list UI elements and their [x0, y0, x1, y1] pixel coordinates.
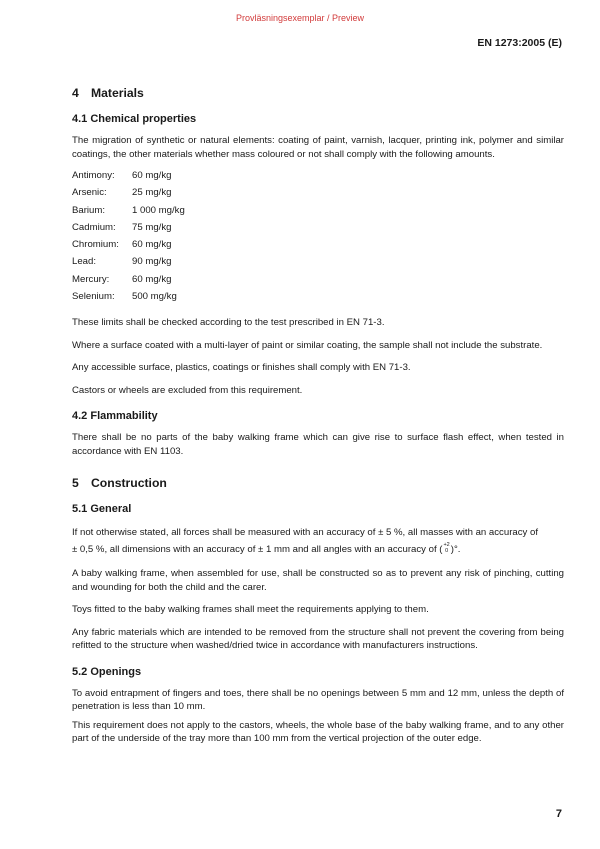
- preview-watermark: Provläsningsexemplar / Preview: [235, 13, 365, 23]
- element-limit-value: 75 mg/kg: [132, 221, 172, 233]
- element-limit-value: 500 mg/kg: [132, 291, 177, 303]
- element-name: Chromium:: [72, 239, 119, 251]
- element-name: Lead:: [72, 256, 97, 268]
- angle-tolerance: [443, 542, 449, 554]
- document-id: EN 1273:2005 (E): [477, 37, 562, 49]
- element-limit-value: 1 000 mg/kg: [132, 204, 185, 216]
- element-name: Antimony:: [72, 170, 115, 181]
- section-heading-materials: [72, 86, 564, 100]
- paragraph-accuracy: [72, 524, 564, 558]
- element-limit-row: [72, 170, 564, 187]
- tolerance-upper: +2: [443, 541, 450, 548]
- section-title: Construction: [91, 476, 167, 491]
- paragraph: Where a surface coated with a multi-layer of paint or similar coating, the sample shall not include the substrate.: [72, 339, 543, 351]
- page-content: [72, 86, 564, 755]
- paragraph: The migration of synthetic or natural elements: coating of paint, varnish, lacquer, printing ink, polymer and similar coatings, the other materials whether mass coloured or not shall comply with the following amounts.: [72, 135, 564, 160]
- text-line: If not otherwise stated, all forces shall be measured with an accuracy of ± 5 %, all masses with an accuracy of: [72, 527, 538, 539]
- section-number: 4: [72, 86, 79, 100]
- element-limit-row: [72, 256, 564, 273]
- element-name: Barium:: [72, 204, 106, 216]
- element-limit-value: 60 mg/kg: [132, 273, 172, 285]
- element-limit-value: 90 mg/kg: [132, 256, 172, 268]
- subsection-heading-general: 5.1 General: [72, 503, 132, 516]
- element-limit-value: 60 mg/kg: [132, 239, 172, 251]
- subsection-heading-openings: 5.2 Openings: [72, 665, 142, 678]
- element-limit-row: [72, 205, 564, 222]
- element-name: Cadmium:: [72, 221, 116, 233]
- element-limits-list: [72, 170, 564, 308]
- element-name: Selenium:: [72, 291, 115, 303]
- subsection-heading-chemical-properties: 4.1 Chemical properties: [72, 113, 197, 125]
- element-name: Mercury:: [72, 273, 110, 285]
- section-number: 5: [72, 476, 79, 491]
- element-limit-row: [72, 274, 564, 291]
- element-limit-value: 60 mg/kg: [132, 170, 172, 181]
- subsection-heading-flammability: 4.2 Flammability: [72, 410, 158, 423]
- page-number: 7: [555, 808, 562, 820]
- element-limit-value: 25 mg/kg: [132, 187, 172, 199]
- section-heading-construction: [72, 476, 564, 490]
- text-line: ± 0,5 %, all dimensions with an accuracy of ± 1 mm and all angles with an accuracy of (: [72, 544, 443, 556]
- element-name: Arsenic:: [72, 187, 107, 199]
- element-limit-row: [72, 187, 564, 204]
- text-line: )°.: [450, 544, 461, 556]
- paragraph: Any fabric materials which are intended to be removed from the structure shall not prevent the covering from being refitted to the structure when washed/dried twice in accordance with manufacturers instructions.: [72, 626, 564, 652]
- tolerance-lower: 0: [445, 547, 449, 554]
- element-limit-row: [72, 239, 564, 256]
- paragraph: To avoid entrapment of fingers and toes, there shall be no openings between 5 mm and 12 mm, unless the depth of penetration is less than 10 mm.: [72, 687, 564, 713]
- paragraph: These limits shall be checked according to the test prescribed in EN 71-3.: [72, 317, 385, 329]
- paragraph: This requirement does not apply to the castors, wheels, the whole base of the baby walking frame, and to any other part of the underside of the tray more than 100 mm from the vertical projection of the outer edge.: [72, 719, 564, 745]
- paragraph: Castors or wheels are excluded from this requirement.: [72, 384, 303, 396]
- element-limit-row: [72, 291, 564, 308]
- paragraph: Any accessible surface, plastics, coatings or finishes shall comply with EN 71-3.: [72, 362, 411, 374]
- element-limit-row: [72, 222, 564, 239]
- paragraph: Toys fitted to the baby walking frames shall meet the requirements applying to them.: [72, 604, 429, 616]
- section-title: Materials: [91, 86, 144, 100]
- paragraph: A baby walking frame, when assembled for use, shall be constructed so as to prevent any risk of pinching, cutting and wounding for both the child and the carer.: [72, 568, 564, 593]
- paragraph: There shall be no parts of the baby walking frame which can give rise to surface flash effect, when tested in accordance with EN 1103.: [72, 432, 564, 457]
